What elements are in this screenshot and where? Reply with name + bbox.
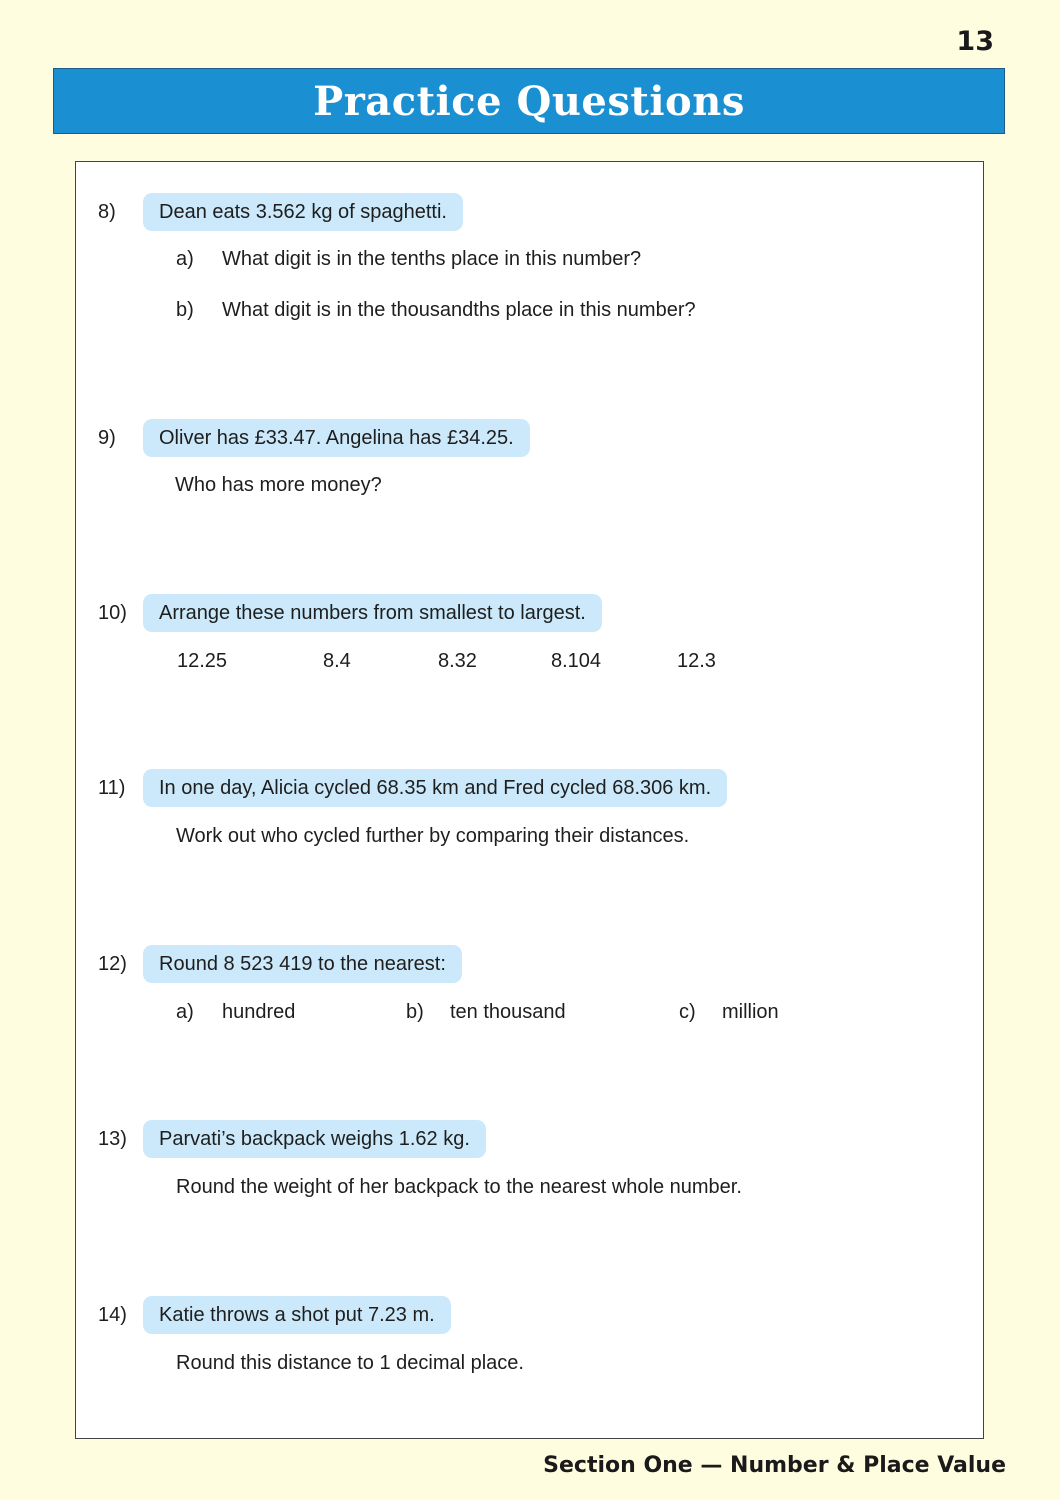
page-title: Practice Questions bbox=[313, 77, 745, 125]
question-subtext: Round this distance to 1 decimal place. bbox=[176, 1352, 524, 1374]
part-text: What digit is in the tenths place in this number? bbox=[222, 248, 642, 270]
question-prompt: In one day, Alicia cycled 68.35 km and Fred cycled 68.306 km. bbox=[143, 769, 727, 807]
question-number: 8) bbox=[98, 201, 116, 223]
question-number: 9) bbox=[98, 427, 116, 449]
question-number: 10) bbox=[98, 602, 127, 624]
question-number: 12) bbox=[98, 953, 127, 975]
question-subtext: Round the weight of her backpack to the nearest whole number. bbox=[176, 1176, 742, 1198]
part-text: ten thousand bbox=[450, 1001, 566, 1023]
number-item: 8.4 bbox=[323, 650, 351, 672]
page-number: 13 bbox=[956, 26, 994, 57]
question-prompt: Parvati’s backpack weighs 1.62 kg. bbox=[143, 1120, 486, 1158]
part-label: b) bbox=[406, 1001, 424, 1023]
part-label: a) bbox=[176, 1001, 194, 1023]
question-subtext: Who has more money? bbox=[175, 474, 382, 496]
question-prompt: Arrange these numbers from smallest to largest. bbox=[143, 594, 602, 632]
question-prompt: Katie throws a shot put 7.23 m. bbox=[143, 1296, 451, 1334]
number-item: 8.32 bbox=[438, 650, 477, 672]
part-label: a) bbox=[176, 248, 194, 270]
part-text: hundred bbox=[222, 1001, 296, 1023]
question-prompt: Oliver has £33.47. Angelina has £34.25. bbox=[143, 419, 530, 457]
number-item: 12.25 bbox=[177, 650, 228, 672]
title-banner bbox=[53, 68, 1005, 134]
question-number: 11) bbox=[98, 777, 126, 799]
part-text: million bbox=[722, 1001, 779, 1023]
section-footer: Section One — Number & Place Value bbox=[543, 1453, 1006, 1478]
question-prompt: Dean eats 3.562 kg of spaghetti. bbox=[143, 193, 463, 231]
number-item: 8.104 bbox=[551, 650, 602, 672]
questions-box bbox=[75, 161, 984, 1439]
question-prompt: Round 8 523 419 to the nearest: bbox=[143, 945, 462, 983]
question-subtext: Work out who cycled further by comparing their distances. bbox=[176, 825, 690, 847]
number-item: 12.3 bbox=[677, 650, 716, 672]
part-text: What digit is in the thousandths place in this number? bbox=[222, 299, 696, 321]
part-label: b) bbox=[176, 299, 194, 321]
question-number: 13) bbox=[98, 1128, 127, 1150]
question-number: 14) bbox=[98, 1304, 127, 1326]
part-label: c) bbox=[679, 1001, 696, 1023]
